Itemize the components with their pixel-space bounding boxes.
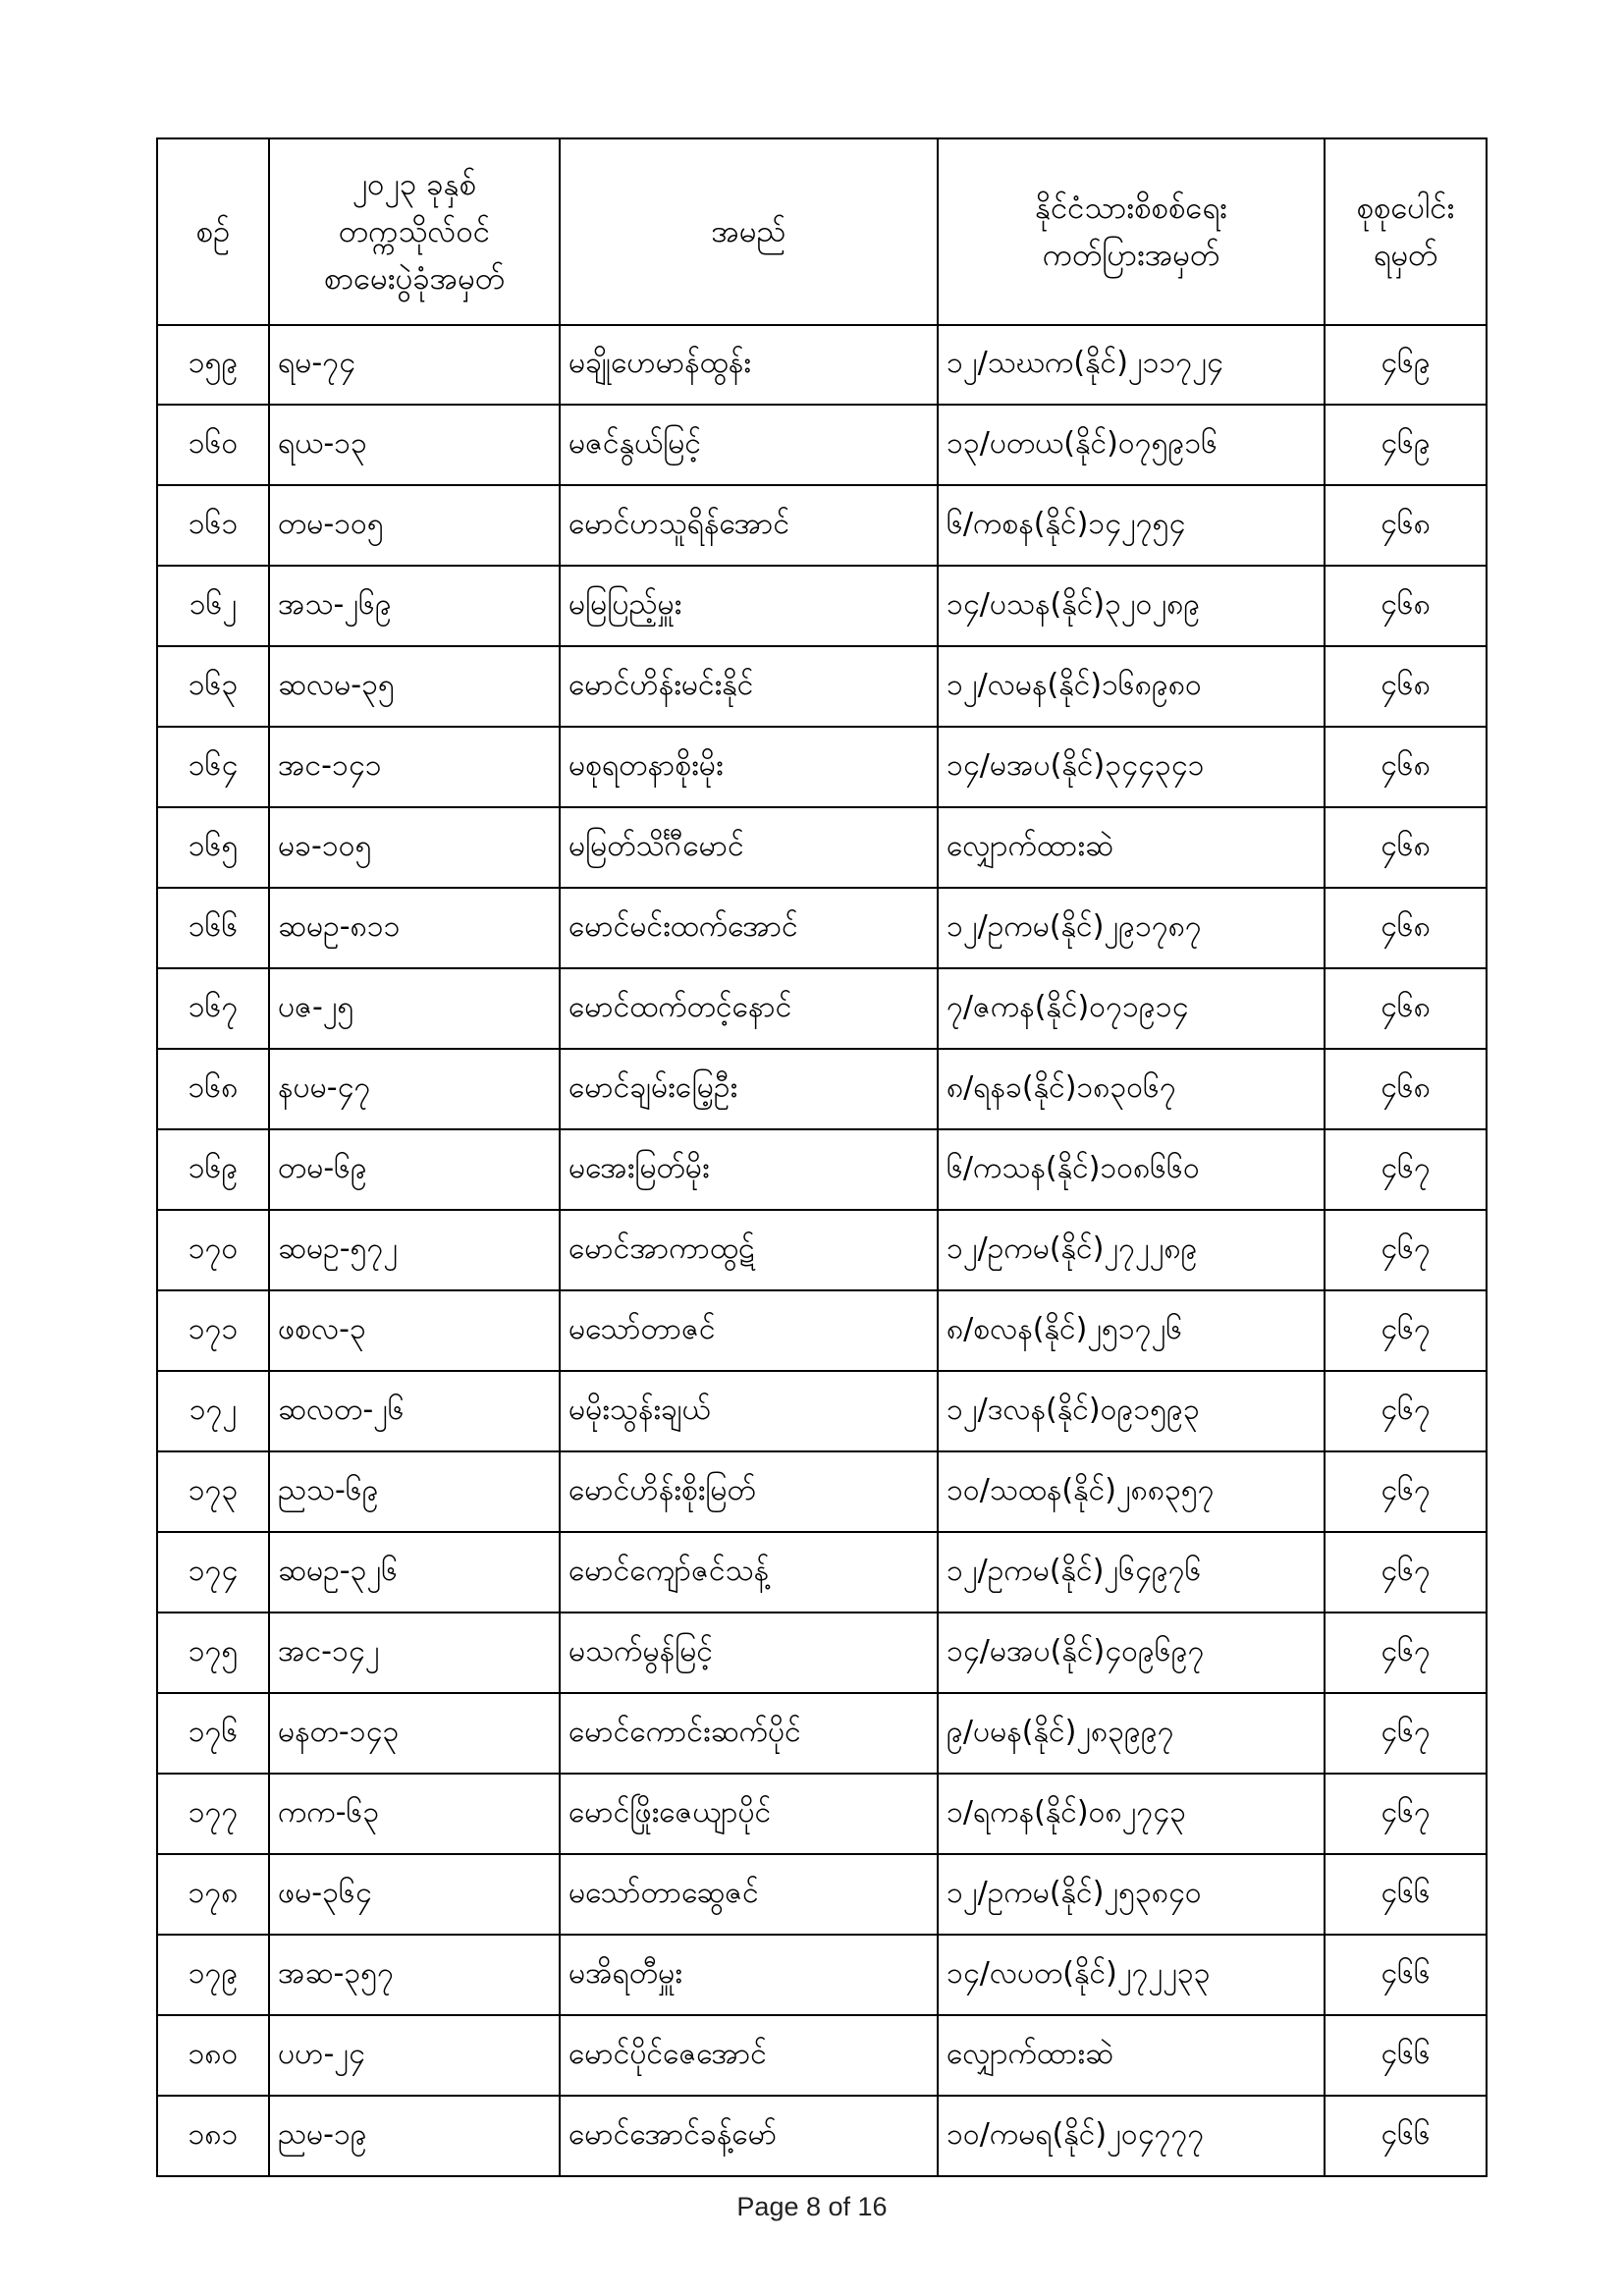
seat-number-cell: တမ-၆၉ <box>269 1129 560 1210</box>
name-cell: မောင်ကောင်းဆက်ပိုင် <box>560 1693 938 1774</box>
nrc-cell: ၇/ဇကန(နိုင်)၀၇၁၉၁၄ <box>938 968 1325 1049</box>
nrc-cell: ၁၄/မအပ(နိုင်)၄၀၉၆၉၇ <box>938 1613 1325 1693</box>
total-score-cell: ၄၆၇ <box>1325 1129 1487 1210</box>
seat-number-cell: ဆမဥ-၅၇၂ <box>269 1210 560 1290</box>
total-score-cell: ၄၆၇ <box>1325 1451 1487 1532</box>
name-cell: မသော်တာဇင် <box>560 1290 938 1371</box>
table-row <box>157 968 1487 1049</box>
serial-cell: ၁၈၁ <box>157 2096 269 2176</box>
seat-number-cell: ဆလမ-၃၅ <box>269 646 560 727</box>
table-row <box>157 1371 1487 1451</box>
nrc-cell: လျှောက်ထားဆဲ <box>938 807 1325 888</box>
seat-number-cell: ဖစလ-၃ <box>269 1290 560 1371</box>
table-row <box>157 1935 1487 2015</box>
table-row <box>157 1290 1487 1371</box>
nrc-cell: ၁၃/ပတယ(နိုင်)၀၇၅၉၁၆ <box>938 405 1325 485</box>
seat-number-cell: ရမ-၇၄ <box>269 325 560 405</box>
serial-cell: ၁၆၅ <box>157 807 269 888</box>
nrc-cell: ၆/ကစန(နိုင်)၁၄၂၇၅၄ <box>938 485 1325 566</box>
nrc-cell: ၈/ရနခ(နိုင်)၁၈၃၀၆၇ <box>938 1049 1325 1129</box>
table-row <box>157 2015 1487 2096</box>
nrc-cell: ၁၂/သဃက(နိုင်)၂၁၁၇၂၄ <box>938 325 1325 405</box>
nrc-cell: ၁၂/ဥကမ(နိုင်)၂၆၄၉၇၆ <box>938 1532 1325 1613</box>
name-cell: မဇင်နွယ်မြင့် <box>560 405 938 485</box>
name-cell: မမြပြည့်မှူး <box>560 566 938 646</box>
table-row <box>157 566 1487 646</box>
nrc-cell: ၁၄/မအပ(နိုင်)၃၄၄၃၄၁ <box>938 727 1325 807</box>
table-row <box>157 1129 1487 1210</box>
table-row <box>157 1854 1487 1935</box>
total-score-cell: ၄၆၈ <box>1325 968 1487 1049</box>
name-cell: မမြတ်သိင်္ဂီမောင် <box>560 807 938 888</box>
total-score-cell: ၄၆၆ <box>1325 1854 1487 1935</box>
seat-number-cell: အဆ-၃၅၇ <box>269 1935 560 2015</box>
serial-cell: ၁၇၉ <box>157 1935 269 2015</box>
total-score-cell: ၄၆၈ <box>1325 888 1487 968</box>
name-cell: မစုရတနာစိုးမိုး <box>560 727 938 807</box>
seat-number-cell: အသ-၂၆၉ <box>269 566 560 646</box>
nrc-cell: ၆/ကသန(နိုင်)၁၀၈၆၆၀ <box>938 1129 1325 1210</box>
name-cell: မောင်အောင်ခန့်မော် <box>560 2096 938 2176</box>
name-cell: မောင်ဟိန်းမင်းနိုင် <box>560 646 938 727</box>
table-row <box>157 1532 1487 1613</box>
nrc-cell: ၁၄/ပသန(နိုင်)၃၂၀၂၈၉ <box>938 566 1325 646</box>
serial-cell: ၁၇၁ <box>157 1290 269 1371</box>
name-cell: မောင်ကျော်ဇင်သန့် <box>560 1532 938 1613</box>
total-score-cell: ၄၆၇ <box>1325 1532 1487 1613</box>
nrc-cell: ၁/ရကန(နိုင်)၀၈၂၇၄၃ <box>938 1774 1325 1854</box>
seat-number-cell: တမ-၁၀၅ <box>269 485 560 566</box>
name-cell: မမိုးသွန်းချယ် <box>560 1371 938 1451</box>
serial-cell: ၁၇၈ <box>157 1854 269 1935</box>
serial-cell: ၁၇၂ <box>157 1371 269 1451</box>
seat-number-cell: အင-၁၄၂ <box>269 1613 560 1693</box>
serial-cell: ၁၆၄ <box>157 727 269 807</box>
table-row <box>157 1613 1487 1693</box>
seat-number-cell: မခ-၁၀၅ <box>269 807 560 888</box>
nrc-cell: ၁၂/ဥကမ(နိုင်)၂၇၂၂၈၉ <box>938 1210 1325 1290</box>
name-cell: မောင်မင်းထက်အောင် <box>560 888 938 968</box>
name-cell: မောင်ဖြိုးဇေယျာပိုင် <box>560 1774 938 1854</box>
seat-number-cell: အင-၁၄၁ <box>269 727 560 807</box>
total-score-cell: ၄၆၈ <box>1325 807 1487 888</box>
table-row <box>157 807 1487 888</box>
name-cell: မောင်အာကာထွဋ် <box>560 1210 938 1290</box>
serial-cell: ၁၇၇ <box>157 1774 269 1854</box>
table-row <box>157 1210 1487 1290</box>
name-cell: မောင်ဟိန်းစိုးမြတ် <box>560 1451 938 1532</box>
name-cell: မောင်ချမ်းမြေ့ဦး <box>560 1049 938 1129</box>
column-header-3: နိုင်ငံသားစိစစ်ရေး ကတ်ပြားအမှတ် <box>938 138 1325 325</box>
name-cell: မအိရတီမှူး <box>560 1935 938 2015</box>
total-score-cell: ၄၆၈ <box>1325 566 1487 646</box>
table-row <box>157 1693 1487 1774</box>
name-cell: မချိုဟေမာန်ထွန်း <box>560 325 938 405</box>
total-score-cell: ၄၆၇ <box>1325 1210 1487 1290</box>
seat-number-cell: ကက-၆၃ <box>269 1774 560 1854</box>
nrc-cell: ၁၂/ဥကမ(နိုင်)၂၅၃၈၄၀ <box>938 1854 1325 1935</box>
serial-cell: ၁၇၀ <box>157 1210 269 1290</box>
total-score-cell: ၄၆၇ <box>1325 1290 1487 1371</box>
table-header-row <box>157 138 1487 325</box>
nrc-cell: ၁၂/ဒလန(နိုင်)၀၉၁၅၉၃ <box>938 1371 1325 1451</box>
nrc-cell: ၁၂/ဥကမ(နိုင်)၂၉၁၇၈၇ <box>938 888 1325 968</box>
nrc-cell: လျှောက်ထားဆဲ <box>938 2015 1325 2096</box>
total-score-cell: ၄၆၆ <box>1325 2096 1487 2176</box>
nrc-cell: ၁၂/လမန(နိုင်)၁၆၈၉၈၀ <box>938 646 1325 727</box>
seat-number-cell: ပဇ-၂၅ <box>269 968 560 1049</box>
table-row <box>157 1451 1487 1532</box>
table-row <box>157 727 1487 807</box>
name-cell: မောင်ဟသူရိန်အောင် <box>560 485 938 566</box>
total-score-cell: ၄၆၉ <box>1325 405 1487 485</box>
seat-number-cell: ဆလတ-၂၆ <box>269 1371 560 1451</box>
total-score-cell: ၄၆၇ <box>1325 1371 1487 1451</box>
total-score-cell: ၄၆၈ <box>1325 727 1487 807</box>
total-score-cell: ၄၆၇ <box>1325 1774 1487 1854</box>
seat-number-cell: ဖမ-၃၆၄ <box>269 1854 560 1935</box>
total-score-cell: ၄၆၇ <box>1325 1693 1487 1774</box>
name-cell: မောင်ပိုင်ဇေအောင် <box>560 2015 938 2096</box>
table-row <box>157 485 1487 566</box>
serial-cell: ၁၇၃ <box>157 1451 269 1532</box>
seat-number-cell: ရယ-၁၃ <box>269 405 560 485</box>
total-score-cell: ၄၆၆ <box>1325 1935 1487 2015</box>
total-score-cell: ၄၆၈ <box>1325 646 1487 727</box>
total-score-cell: ၄၆၈ <box>1325 485 1487 566</box>
results-table <box>156 137 1488 2177</box>
serial-cell: ၁၆၀ <box>157 405 269 485</box>
page-footer: Page 8 of 16 <box>736 2192 888 2221</box>
nrc-cell: ၉/ပမန(နိုင်)၂၈၃၉၉၇ <box>938 1693 1325 1774</box>
table-row <box>157 1049 1487 1129</box>
seat-number-cell: ပဟ-၂၄ <box>269 2015 560 2096</box>
serial-cell: ၁၇၆ <box>157 1693 269 1774</box>
serial-cell: ၁၈၀ <box>157 2015 269 2096</box>
total-score-cell: ၄၆၉ <box>1325 325 1487 405</box>
serial-cell: ၁၆၆ <box>157 888 269 968</box>
name-cell: မောင်ထက်တင့်နောင် <box>560 968 938 1049</box>
column-header-1: ၂၀၂၃ ခုနှစ် တက္ကသိုလ်ဝင် စာမေးပွဲခုံအမှတ် <box>269 138 560 325</box>
table-row <box>157 888 1487 968</box>
serial-cell: ၁၆၁ <box>157 485 269 566</box>
serial-cell: ၁၆၂ <box>157 566 269 646</box>
seat-number-cell: ဆမဥ-၈၁၁ <box>269 888 560 968</box>
serial-cell: ၁၆၉ <box>157 1129 269 1210</box>
serial-cell: ၁၆၇ <box>157 968 269 1049</box>
serial-cell: ၁၇၄ <box>157 1532 269 1613</box>
column-header-2: အမည် <box>560 138 938 325</box>
column-header-0: စဉ် <box>157 138 269 325</box>
seat-number-cell: မနတ-၁၄၃ <box>269 1693 560 1774</box>
column-header-4: စုစုပေါင်း ရမှတ် <box>1325 138 1487 325</box>
table-row <box>157 1774 1487 1854</box>
serial-cell: ၁၇၅ <box>157 1613 269 1693</box>
table-row <box>157 646 1487 727</box>
name-cell: မသော်တာဆွေဇင် <box>560 1854 938 1935</box>
name-cell: မသက်မွန်မြင့် <box>560 1613 938 1693</box>
serial-cell: ၁၆၃ <box>157 646 269 727</box>
seat-number-cell: ဆမဥ-၃၂၆ <box>269 1532 560 1613</box>
nrc-cell: ၁၄/လပတ(နိုင်)၂၇၂၂၃၃ <box>938 1935 1325 2015</box>
total-score-cell: ၄၆၇ <box>1325 1613 1487 1693</box>
total-score-cell: ၄၆၈ <box>1325 1049 1487 1129</box>
seat-number-cell: ညသ-၆၉ <box>269 1451 560 1532</box>
serial-cell: ၁၅၉ <box>157 325 269 405</box>
name-cell: မအေးမြတ်မိုး <box>560 1129 938 1210</box>
nrc-cell: ၁၀/ကမရ(နိုင်)၂၀၄၇၇၇ <box>938 2096 1325 2176</box>
nrc-cell: ၈/စလန(နိုင်)၂၅၁၇၂၆ <box>938 1290 1325 1371</box>
seat-number-cell: နပမ-၄၇ <box>269 1049 560 1129</box>
nrc-cell: ၁၀/သထန(နိုင်)၂၈၈၃၅၇ <box>938 1451 1325 1532</box>
table-row <box>157 405 1487 485</box>
table-body <box>157 325 1487 2176</box>
seat-number-cell: ညမ-၁၉ <box>269 2096 560 2176</box>
total-score-cell: ၄၆၆ <box>1325 2015 1487 2096</box>
serial-cell: ၁၆၈ <box>157 1049 269 1129</box>
table-row <box>157 325 1487 405</box>
table-row <box>157 2096 1487 2176</box>
